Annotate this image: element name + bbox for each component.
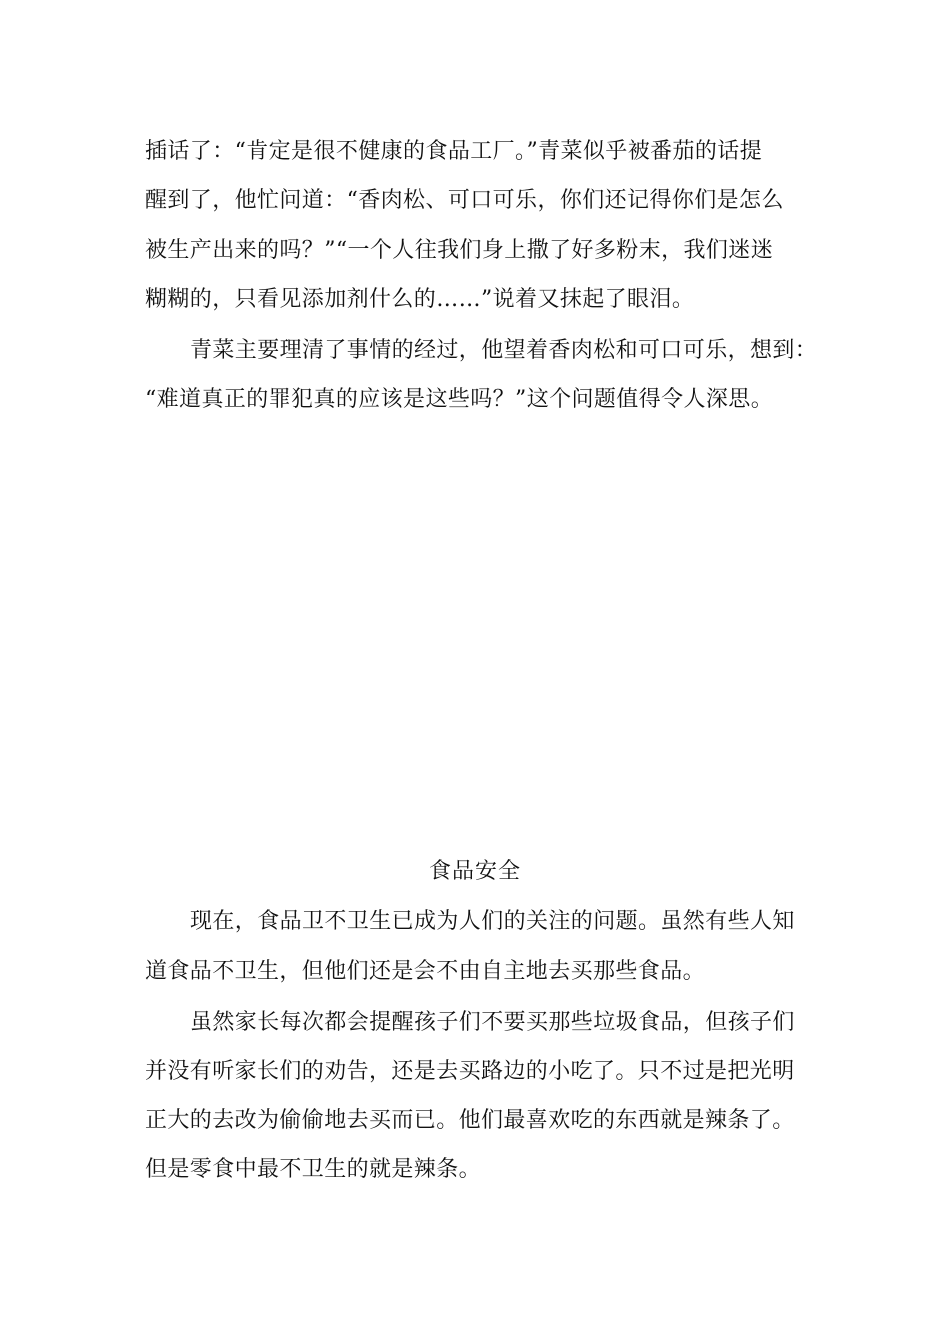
section-title: 食品安全 (428, 859, 521, 884)
paragraph-line: 并没有听家长们的劝告，还是去买路边的小吃了。只不过是把光明 (145, 1059, 795, 1084)
paragraph-line: 被生产出来的吗？”“一个人往我们身上撒了好多粉末，我们迷迷 (145, 238, 774, 263)
paragraph-line: 虽然家长每次都会提醒孩子们不要买那些垃圾食品，但孩子们 (190, 1010, 795, 1035)
paragraph-line: 正大的去改为偷偷地去买而已。他们最喜欢吃的东西就是辣条了。 (145, 1108, 795, 1133)
paragraph-line: 醒到了，他忙问道：“香肉松、可口可乐，你们还记得你们是怎么 (145, 188, 784, 213)
paragraph-line: 插话了：“肯定是很不健康的食品工厂。”青菜似乎被番茄的话提 (145, 139, 763, 164)
paragraph-line: “难道真正的罪犯真的应该是这些吗？”这个问题值得令人深思。 (145, 387, 774, 412)
paragraph-line: 但是零食中最不卫生的就是辣条。 (145, 1157, 482, 1182)
paragraph-line: 糊糊的，只看见添加剂什么的……”说着又抹起了眼泪。 (145, 287, 695, 312)
paragraph-line: 现在，食品卫不卫生已成为人们的关注的问题。虽然有些人知 (190, 909, 795, 934)
paragraph-line: 青菜主要理清了事情的经过，他望着香肉松和可口可乐，想到： (190, 338, 818, 363)
paragraph-line: 道食品不卫生，但他们还是会不由自主地去买那些食品。 (145, 959, 706, 984)
